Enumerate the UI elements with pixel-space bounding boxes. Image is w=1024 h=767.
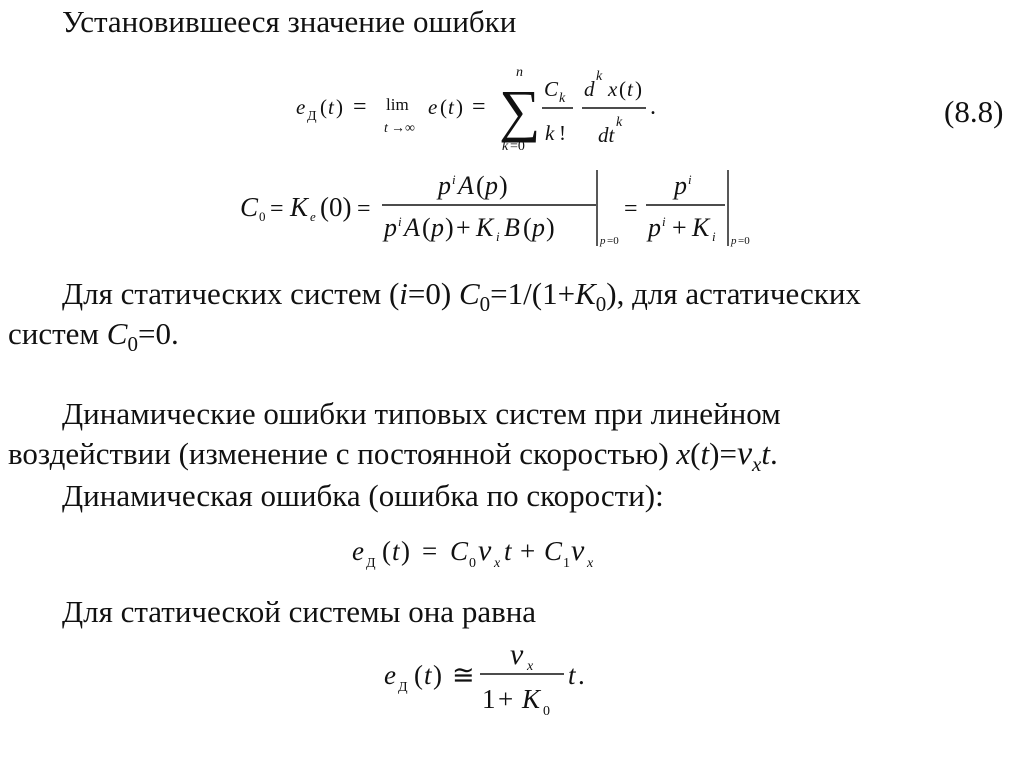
svg-text:.: . bbox=[650, 94, 656, 120]
var-C: C bbox=[458, 276, 480, 311]
svg-text:i: i bbox=[452, 172, 456, 187]
svg-text:(: ( bbox=[382, 536, 391, 566]
svg-text:(: ( bbox=[476, 171, 485, 200]
paragraph-dynamic-line3: Динамическая ошибка (ошибка по скорости): bbox=[62, 478, 664, 513]
svg-text:t: t bbox=[384, 121, 388, 136]
svg-text:t: t bbox=[568, 660, 576, 690]
svg-text:i: i bbox=[712, 229, 716, 244]
text-run: Для статических систем ( bbox=[62, 276, 400, 311]
svg-text:): ) bbox=[433, 660, 442, 690]
svg-text:p: p bbox=[431, 213, 444, 242]
svg-text:t: t bbox=[392, 536, 400, 566]
svg-text:+: + bbox=[520, 536, 536, 566]
svg-text:t: t bbox=[448, 95, 454, 119]
svg-text:(0): (0) bbox=[320, 192, 352, 222]
paragraph-static-line2 bbox=[8, 316, 179, 362]
svg-text:d: d bbox=[584, 77, 595, 101]
text-run: =0. bbox=[137, 316, 179, 351]
svg-text:B: B bbox=[504, 213, 520, 242]
svg-text:K: K bbox=[522, 684, 541, 714]
svg-text:ν: ν bbox=[478, 534, 492, 567]
svg-text:t: t bbox=[424, 660, 432, 690]
svg-text:(: ( bbox=[440, 95, 447, 119]
subscript: 0 bbox=[127, 332, 138, 357]
var-t: t bbox=[761, 436, 770, 471]
svg-text:t: t bbox=[627, 77, 633, 101]
svg-text:C: C bbox=[450, 536, 469, 566]
var-C: C bbox=[106, 316, 128, 351]
svg-text:=: = bbox=[422, 536, 438, 566]
svg-text:C: C bbox=[544, 536, 563, 566]
paragraph-dynamic-line2 bbox=[8, 436, 778, 482]
svg-text:i: i bbox=[398, 214, 402, 229]
svg-text:n: n bbox=[516, 65, 523, 80]
svg-text:): ) bbox=[336, 95, 343, 119]
svg-text:): ) bbox=[635, 77, 642, 101]
svg-text:x: x bbox=[608, 77, 618, 101]
text-run: систем bbox=[8, 316, 107, 351]
text-run: =1/(1+ bbox=[490, 276, 576, 311]
paragraph-static-system: Для статической системы она равна bbox=[62, 594, 537, 629]
svg-text:e: e bbox=[384, 660, 396, 690]
svg-text:k: k bbox=[559, 91, 566, 106]
svg-text:ν: ν bbox=[571, 534, 585, 567]
svg-text:+: + bbox=[672, 213, 687, 242]
svg-text:): ) bbox=[401, 536, 410, 566]
section-heading: Установившееся значение ошибки bbox=[62, 4, 517, 39]
svg-text:=0: =0 bbox=[510, 139, 525, 154]
svg-text:C: C bbox=[544, 77, 559, 101]
text-run: )= bbox=[709, 436, 737, 471]
svg-text:K: K bbox=[290, 192, 309, 222]
svg-text:∑: ∑ bbox=[499, 78, 541, 143]
svg-text:!: ! bbox=[559, 121, 566, 145]
svg-text:k: k bbox=[502, 139, 509, 154]
var-K: K bbox=[575, 276, 596, 311]
svg-text:Д: Д bbox=[398, 680, 408, 695]
svg-text:p: p bbox=[731, 235, 737, 247]
svg-text:(: ( bbox=[422, 213, 431, 242]
svg-text:+: + bbox=[498, 684, 514, 714]
svg-text:x: x bbox=[494, 556, 501, 571]
var-t: t bbox=[700, 436, 710, 471]
svg-text:Д: Д bbox=[366, 556, 376, 571]
svg-text:e: e bbox=[352, 536, 364, 566]
text-run: ), для астатических bbox=[606, 276, 861, 311]
svg-text:x: x bbox=[587, 556, 594, 571]
svg-text:(: ( bbox=[414, 660, 423, 690]
equation-static-error bbox=[384, 636, 604, 725]
subscript: 0 bbox=[479, 292, 491, 317]
svg-text:=0: =0 bbox=[738, 235, 750, 247]
svg-text:dt: dt bbox=[598, 123, 615, 147]
svg-text:1: 1 bbox=[563, 556, 570, 571]
svg-text:C: C bbox=[240, 192, 259, 222]
svg-text:A: A bbox=[458, 171, 474, 200]
equation-dynamic-error bbox=[352, 530, 622, 583]
text-run: =0) bbox=[407, 276, 459, 311]
equation-error-series bbox=[296, 58, 676, 163]
svg-text:i: i bbox=[688, 172, 692, 187]
svg-text:i: i bbox=[662, 214, 666, 229]
svg-text:k: k bbox=[545, 121, 555, 145]
svg-text:p: p bbox=[438, 171, 451, 200]
svg-text:K: K bbox=[476, 213, 494, 242]
svg-text:A: A bbox=[404, 213, 420, 242]
svg-text:k: k bbox=[616, 115, 623, 130]
svg-text:1: 1 bbox=[482, 684, 496, 714]
svg-text:=0: =0 bbox=[607, 235, 619, 247]
paragraph-static-line1 bbox=[62, 276, 861, 322]
svg-text:=: = bbox=[270, 196, 284, 222]
svg-text:t: t bbox=[328, 95, 334, 119]
text-run: воздействии (изменение с постоянной скоростью) bbox=[8, 436, 677, 471]
svg-text:=: = bbox=[353, 94, 367, 120]
text-run: . bbox=[769, 436, 778, 471]
svg-text:+: + bbox=[456, 213, 471, 242]
var-x: x bbox=[676, 436, 691, 471]
subscript: x bbox=[752, 452, 762, 477]
svg-text:0: 0 bbox=[259, 209, 266, 224]
svg-text:e: e bbox=[296, 95, 306, 119]
svg-text:lim: lim bbox=[386, 95, 409, 114]
svg-text:k: k bbox=[596, 69, 603, 84]
svg-text:x: x bbox=[527, 659, 534, 674]
var-i: i bbox=[399, 276, 408, 311]
svg-text:0: 0 bbox=[469, 556, 476, 571]
var-nu: ν bbox=[736, 435, 753, 472]
svg-text:=: = bbox=[357, 196, 371, 222]
svg-text:t: t bbox=[504, 536, 512, 566]
svg-text:ν: ν bbox=[510, 638, 524, 671]
svg-text:p: p bbox=[384, 213, 397, 242]
text-run: ( bbox=[690, 436, 701, 471]
svg-text:): ) bbox=[445, 213, 454, 242]
svg-text:): ) bbox=[456, 95, 463, 119]
equation-number: (8.8) bbox=[944, 94, 1004, 129]
svg-text:(: ( bbox=[619, 77, 626, 101]
svg-text:≅: ≅ bbox=[452, 660, 475, 690]
svg-text:i: i bbox=[496, 229, 500, 244]
svg-text:(: ( bbox=[523, 213, 532, 242]
svg-text:Д: Д bbox=[307, 109, 317, 124]
svg-text:p: p bbox=[532, 213, 545, 242]
svg-text:p: p bbox=[648, 213, 661, 242]
svg-text:p: p bbox=[485, 171, 498, 200]
svg-text:): ) bbox=[546, 213, 555, 242]
equation-c0 bbox=[240, 168, 780, 257]
svg-text:=: = bbox=[472, 94, 486, 120]
svg-text:0: 0 bbox=[543, 704, 550, 719]
svg-text:=: = bbox=[624, 196, 638, 222]
svg-text:): ) bbox=[499, 171, 508, 200]
svg-text:p: p bbox=[674, 171, 687, 200]
svg-text:e: e bbox=[428, 95, 438, 119]
svg-text:K: K bbox=[692, 213, 710, 242]
svg-text:.: . bbox=[578, 660, 585, 690]
svg-text:p: p bbox=[600, 235, 606, 247]
paragraph-dynamic-line1: Динамические ошибки типовых систем при линейном bbox=[62, 396, 781, 431]
svg-text:(: ( bbox=[320, 95, 327, 119]
svg-text:→∞: →∞ bbox=[391, 121, 415, 136]
subscript: 0 bbox=[595, 292, 607, 317]
svg-text:e: e bbox=[310, 209, 316, 224]
